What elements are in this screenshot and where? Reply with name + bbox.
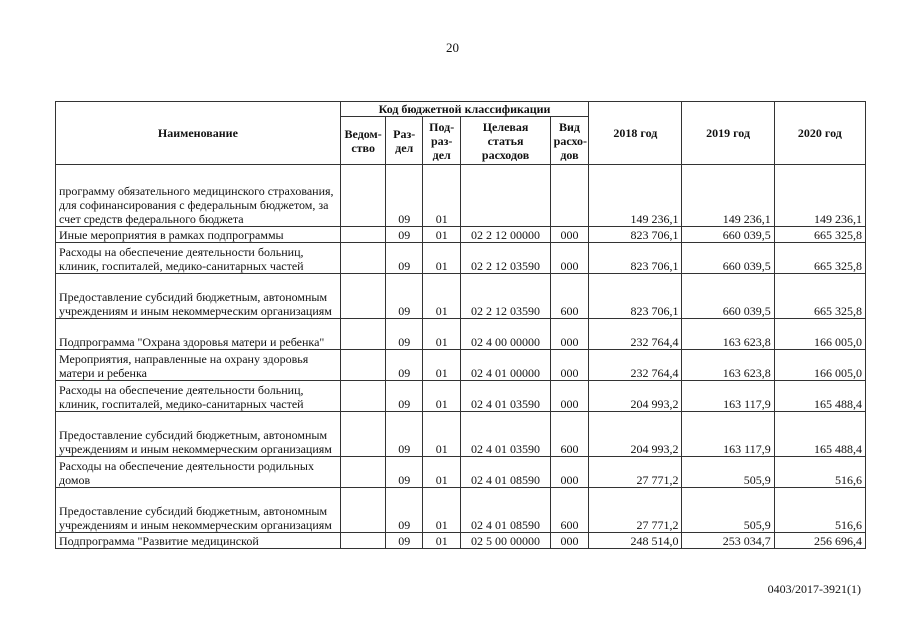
row-csr: 02 2 12 03590 <box>461 274 550 319</box>
row-value-2018: 204 993,2 <box>589 412 682 457</box>
row-csr: 02 4 01 08590 <box>461 457 550 488</box>
row-razdel: 09 <box>386 381 422 412</box>
header-2020: 2020 год <box>774 102 865 165</box>
row-razdel: 09 <box>386 274 422 319</box>
row-value-2019: 253 034,7 <box>682 533 774 549</box>
row-value-2020: 516,6 <box>774 488 865 533</box>
row-vr: 000 <box>550 350 589 381</box>
row-value-2019: 163 623,8 <box>682 319 774 350</box>
row-value-2020: 665 325,8 <box>774 243 865 274</box>
row-razdel: 09 <box>386 457 422 488</box>
row-value-2020: 665 325,8 <box>774 274 865 319</box>
row-value-2019: 660 039,5 <box>682 243 774 274</box>
row-razdel: 09 <box>386 243 422 274</box>
row-name: Расходы на обеспечение деятельности родильных домов <box>56 457 341 488</box>
header-code-group: Код бюджетной классификации <box>340 102 588 117</box>
row-value-2020: 166 005,0 <box>774 350 865 381</box>
row-podrazdel: 01 <box>422 165 461 227</box>
row-csr: 02 4 01 00000 <box>461 350 550 381</box>
table-row <box>56 243 866 274</box>
row-value-2018: 823 706,1 <box>589 274 682 319</box>
header-razdel: Раз-дел <box>386 117 422 165</box>
row-razdel: 09 <box>386 227 422 243</box>
row-value-2020: 256 696,4 <box>774 533 865 549</box>
row-razdel: 09 <box>386 350 422 381</box>
row-value-2019: 660 039,5 <box>682 274 774 319</box>
row-name: Расходы на обеспечение деятельности больниц, клиник, госпиталей, медико-санитарных частей <box>56 243 341 274</box>
document-code: 0403/2017-3921(1) <box>767 582 861 596</box>
row-vr: 600 <box>550 488 589 533</box>
row-vedomstvo <box>340 381 386 412</box>
row-value-2020: 516,6 <box>774 457 865 488</box>
table-row <box>56 227 866 243</box>
row-csr: 02 4 01 08590 <box>461 488 550 533</box>
row-vedomstvo <box>340 457 386 488</box>
page-number: 20 <box>446 40 459 55</box>
header-vr: Вид расхо-дов <box>550 117 589 165</box>
budget-table <box>55 101 866 549</box>
row-podrazdel: 01 <box>422 457 461 488</box>
row-vedomstvo <box>340 488 386 533</box>
row-vedomstvo <box>340 533 386 549</box>
row-value-2019: 505,9 <box>682 457 774 488</box>
row-value-2019: 660 039,5 <box>682 227 774 243</box>
row-value-2020: 166 005,0 <box>774 319 865 350</box>
row-vedomstvo <box>340 274 386 319</box>
row-value-2018: 204 993,2 <box>589 381 682 412</box>
row-podrazdel: 01 <box>422 243 461 274</box>
row-value-2019: 149 236,1 <box>682 165 774 227</box>
row-value-2018: 27 771,2 <box>589 488 682 533</box>
table-header <box>56 102 866 165</box>
row-razdel: 09 <box>386 533 422 549</box>
row-csr: 02 2 12 03590 <box>461 243 550 274</box>
row-vr: 000 <box>550 227 589 243</box>
row-csr: 02 5 00 00000 <box>461 533 550 549</box>
row-podrazdel: 01 <box>422 533 461 549</box>
row-value-2019: 163 117,9 <box>682 381 774 412</box>
table-row <box>56 319 866 350</box>
table-row <box>56 412 866 457</box>
row-vr: 600 <box>550 274 589 319</box>
header-2019: 2019 год <box>682 102 774 165</box>
table-row <box>56 533 866 549</box>
row-name: Расходы на обеспечение деятельности больниц, клиник, госпиталей, медико-санитарных частей <box>56 381 341 412</box>
row-vr: 000 <box>550 319 589 350</box>
header-podrazdel: Под-раз-дел <box>422 117 461 165</box>
row-csr: 02 4 01 03590 <box>461 381 550 412</box>
row-value-2019: 163 117,9 <box>682 412 774 457</box>
row-vr: 000 <box>550 533 589 549</box>
row-value-2018: 823 706,1 <box>589 243 682 274</box>
header-vedomstvo: Ведом-ство <box>340 117 386 165</box>
row-name: Предоставление субсидий бюджетным, автономным учреждениям и иным некоммерческим организациям <box>56 488 341 533</box>
table-row <box>56 488 866 533</box>
row-value-2019: 163 623,8 <box>682 350 774 381</box>
row-name: программу обязательного медицинского страхования, для софинансирования с федеральным бюджетом, за счет средств федерального бюджета <box>56 165 341 227</box>
table-row <box>56 457 866 488</box>
row-podrazdel: 01 <box>422 227 461 243</box>
row-podrazdel: 01 <box>422 488 461 533</box>
row-razdel: 09 <box>386 165 422 227</box>
row-name: Подпрограмма "Развитие медицинской <box>56 533 341 549</box>
table-row <box>56 165 866 227</box>
row-value-2020: 665 325,8 <box>774 227 865 243</box>
row-csr: 02 4 00 00000 <box>461 319 550 350</box>
row-name: Предоставление субсидий бюджетным, автономным учреждениям и иным некоммерческим организациям <box>56 274 341 319</box>
header-csr: Целевая статья расходов <box>461 117 550 165</box>
row-value-2020: 149 236,1 <box>774 165 865 227</box>
row-razdel: 09 <box>386 412 422 457</box>
row-vedomstvo <box>340 412 386 457</box>
row-csr <box>461 165 550 227</box>
table-row <box>56 350 866 381</box>
row-podrazdel: 01 <box>422 350 461 381</box>
row-razdel: 09 <box>386 488 422 533</box>
row-value-2018: 149 236,1 <box>589 165 682 227</box>
table-row <box>56 274 866 319</box>
row-vedomstvo <box>340 350 386 381</box>
row-podrazdel: 01 <box>422 412 461 457</box>
row-value-2018: 232 764,4 <box>589 350 682 381</box>
header-2018: 2018 год <box>589 102 682 165</box>
row-vedomstvo <box>340 319 386 350</box>
row-vedomstvo <box>340 227 386 243</box>
table-row <box>56 381 866 412</box>
row-name: Иные мероприятия в рамках подпрограммы <box>56 227 341 243</box>
row-value-2018: 232 764,4 <box>589 319 682 350</box>
row-name: Предоставление субсидий бюджетным, автономным учреждениям и иным некоммерческим организациям <box>56 412 341 457</box>
header-name: Наименование <box>56 102 341 165</box>
row-podrazdel: 01 <box>422 319 461 350</box>
row-vr <box>550 165 589 227</box>
row-csr: 02 2 12 00000 <box>461 227 550 243</box>
row-name: Подпрограмма "Охрана здоровья матери и ребенка" <box>56 319 341 350</box>
row-vr: 000 <box>550 381 589 412</box>
row-podrazdel: 01 <box>422 381 461 412</box>
row-razdel: 09 <box>386 319 422 350</box>
row-podrazdel: 01 <box>422 274 461 319</box>
row-value-2019: 505,9 <box>682 488 774 533</box>
row-vr: 000 <box>550 243 589 274</box>
row-vedomstvo <box>340 243 386 274</box>
row-vr: 600 <box>550 412 589 457</box>
row-value-2018: 27 771,2 <box>589 457 682 488</box>
row-value-2020: 165 488,4 <box>774 381 865 412</box>
table-body <box>56 165 866 549</box>
row-value-2018: 823 706,1 <box>589 227 682 243</box>
row-value-2020: 165 488,4 <box>774 412 865 457</box>
row-vedomstvo <box>340 165 386 227</box>
row-name: Мероприятия, направленные на охрану здоровья матери и ребенка <box>56 350 341 381</box>
row-value-2018: 248 514,0 <box>589 533 682 549</box>
row-vr: 000 <box>550 457 589 488</box>
row-csr: 02 4 01 03590 <box>461 412 550 457</box>
